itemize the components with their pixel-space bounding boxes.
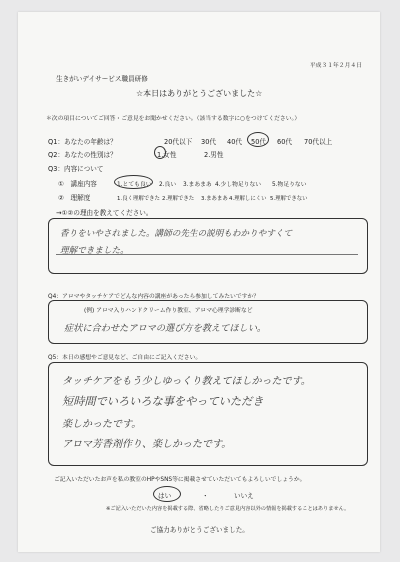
q5-label: Q5：本日の感想やご意見など、ご自由にご記入ください。 — [48, 355, 202, 361]
q1-opt-40[interactable]: 40代 — [227, 138, 242, 146]
q3-row2-opt1[interactable]: 1.良く理解できた — [117, 196, 160, 202]
q5-answer-line2: 短時間でいろいろな事をやっていただき — [62, 395, 264, 408]
q3-row1-opt5[interactable]: 5.物足りない — [272, 182, 307, 188]
consent-selected-circle — [153, 486, 181, 502]
q4-answer: 症状に合わせたアロマの選び方を教えてほしい。 — [64, 323, 267, 334]
q5-answer-line1: タッチケアをもう少しゆっくり教えてほしかったです。 — [62, 376, 311, 387]
q1-opt-30[interactable]: 30代 — [201, 138, 216, 146]
q3-row1-opt1[interactable]: 1.とても良い — [117, 182, 152, 188]
q5-answer-line4: アロマ芳香剤作り、楽しかったです。 — [62, 439, 232, 450]
date-text: 平成３１年２月４日 — [309, 63, 362, 69]
organization-name: 生きがいデイサービス職員研修 — [56, 75, 148, 83]
q3-row2-opt2[interactable]: 2.理解できた — [162, 196, 195, 202]
q3-label: Q3：内容について — [48, 165, 104, 173]
q5-answer-line3: 楽しかったです。 — [62, 419, 142, 430]
q3-row2-label: ② 理解度 — [58, 194, 91, 202]
page-title: ☆本日はありがとうございました☆ — [136, 89, 263, 98]
q2-label: Q2：あなたの性別は？ — [48, 151, 117, 159]
q1-label: Q1：あなたの年齢は？ — [48, 138, 117, 146]
consent-yes[interactable]: はい — [158, 492, 172, 500]
q3-row1-selected-circle — [114, 175, 153, 189]
q1-opt-70[interactable]: 70代以上 — [304, 138, 333, 146]
q3-row2-opt3[interactable]: 3.まあまあ — [201, 196, 228, 202]
q3-row1-opt2[interactable]: 2.良い — [159, 182, 177, 188]
q3-row1-opt4[interactable]: 4.少し物足りない — [215, 182, 262, 188]
q1-opt-20[interactable]: 20代以下 — [164, 138, 193, 146]
q4-example: (例) アロマ入りハンドクリーム作り教室、アロマ心理学診断など — [84, 308, 253, 314]
q2-opt-female[interactable]: 1.女性 — [157, 151, 177, 159]
q4-label: Q4：アロマやタッチケアでどんな内容の講座があったら参加してみたいですか？ — [48, 294, 260, 300]
q2-selected-circle — [154, 146, 166, 159]
consent-dot: ・ — [202, 492, 209, 500]
q3-row1-label: ① 講座内容 — [58, 180, 97, 188]
q1-opt-60[interactable]: 60代 — [277, 138, 292, 146]
q1-selected-circle — [247, 132, 269, 147]
consent-note: ※ご記入いただいた内容を掲載する際、省略したりご意見内容以外の情報を掲載することはありません。 — [106, 506, 350, 512]
q3-reason-answer-line1: 香りをいやされました。講師の先生の説明もわかりやすくて — [60, 229, 293, 239]
thanks-text: ご協力ありがとうございました。 — [150, 526, 249, 534]
consent-question: ご記入いただいたお声を私の教室のHPやSNS等に掲載させていただいてもよろしいでしょうか。 — [54, 477, 306, 483]
q3-row2-opt4[interactable]: 4.理解しにくい — [229, 196, 267, 202]
intro-text: ＊次の項目についてご回答・ご意見をお聞かせください。（該当する数字に○をつけてください。） — [46, 116, 301, 122]
q3-reason-prompt: →①②の理由を教えてください。 — [56, 209, 153, 217]
survey-sheet — [18, 12, 380, 552]
q3-reason-answer-line2: 理解できました。 — [60, 246, 129, 256]
q3-row2-opt5[interactable]: 5.理解できない — [270, 196, 308, 202]
q1-opt-50[interactable]: 50代 — [251, 138, 266, 146]
consent-no[interactable]: いいえ — [234, 492, 254, 500]
q2-opt-male[interactable]: 2.男性 — [204, 151, 224, 159]
q3-row1-opt3[interactable]: 3.まあまあ — [183, 182, 212, 188]
